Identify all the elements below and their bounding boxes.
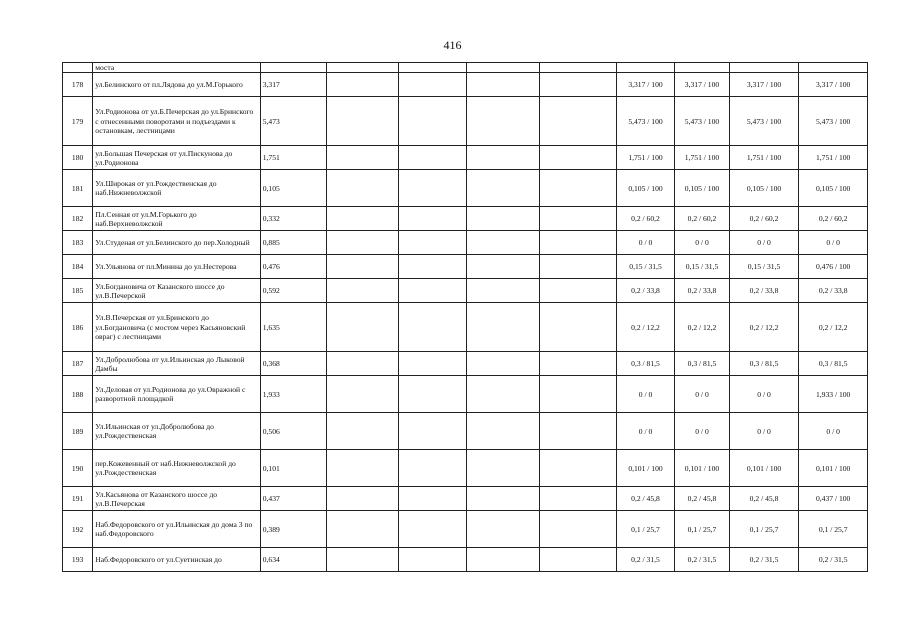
value-cell-1: 0 / 0 <box>616 376 675 413</box>
road-name-cell: Ул.Ульянова от пл.Минина до ул.Нестерова <box>93 255 260 279</box>
value-cell-3: 0,3 / 81,5 <box>729 352 799 376</box>
length-cell <box>260 63 327 73</box>
empty-cell <box>398 73 467 97</box>
empty-cell <box>467 73 540 97</box>
empty-cell <box>467 511 540 548</box>
empty-cell <box>540 450 617 487</box>
empty-cell <box>398 511 467 548</box>
table-row <box>63 450 868 487</box>
empty-cell <box>327 146 399 170</box>
empty-cell <box>398 97 467 146</box>
empty-cell <box>540 413 617 450</box>
road-name-cell: Ул.Добролюбова от ул.Ильинская до Лыковой Дамбы <box>93 352 260 376</box>
table-row <box>63 170 868 207</box>
table-row <box>63 279 868 303</box>
value-cell-2: 3,317 / 100 <box>675 73 729 97</box>
road-name-cell: Ул.В.Печерская от ул.Бринского до ул.Богдановича (с мостом через Касьяновский овраг) с лестницами <box>93 303 260 352</box>
length-cell: 3,317 <box>260 73 327 97</box>
value-cell-4: 0,101 / 100 <box>799 450 868 487</box>
value-cell-3: 0,2 / 31,5 <box>729 548 799 572</box>
length-cell: 0,592 <box>260 279 327 303</box>
row-number-cell: 190 <box>63 450 93 487</box>
value-cell-1: 0,101 / 100 <box>616 450 675 487</box>
length-cell: 5,473 <box>260 97 327 146</box>
value-cell-3: 0,15 / 31,5 <box>729 255 799 279</box>
value-cell-4: 1,933 / 100 <box>799 376 868 413</box>
value-cell-3: 3,317 / 100 <box>729 73 799 97</box>
length-cell: 0,101 <box>260 450 327 487</box>
road-name-cell: ул.Белинского от пл.Лядова до ул.М.Горького <box>93 73 260 97</box>
empty-cell <box>467 97 540 146</box>
empty-cell <box>327 548 399 572</box>
value-cell-1: 0,1 / 25,7 <box>616 511 675 548</box>
table-row <box>63 487 868 511</box>
value-cell-3: 0,2 / 45,8 <box>729 487 799 511</box>
value-cell-2: 0,2 / 12,2 <box>675 303 729 352</box>
value-cell-1 <box>616 63 675 73</box>
value-cell-3: 0,2 / 33,8 <box>729 279 799 303</box>
length-cell: 0,634 <box>260 548 327 572</box>
roads-table <box>62 62 868 572</box>
table-row <box>63 207 868 231</box>
value-cell-3: 0,2 / 12,2 <box>729 303 799 352</box>
length-cell: 1,635 <box>260 303 327 352</box>
empty-cell <box>327 511 399 548</box>
value-cell-2: 0,2 / 60,2 <box>675 207 729 231</box>
empty-cell <box>540 97 617 146</box>
row-number-cell: 187 <box>63 352 93 376</box>
value-cell-1: 0,2 / 60,2 <box>616 207 675 231</box>
table-row <box>63 376 868 413</box>
value-cell-4: 0,3 / 81,5 <box>799 352 868 376</box>
value-cell-1: 0 / 0 <box>616 413 675 450</box>
road-name-cell: Ул.Ильинская от ул.Добролюбова до ул.Рождественская <box>93 413 260 450</box>
empty-cell <box>327 487 399 511</box>
value-cell-1: 1,751 / 100 <box>616 146 675 170</box>
road-name-cell: Наб.Федоровского от ул.Суетинская до <box>93 548 260 572</box>
road-name-cell: Ул.Деловая от ул.Родионова до ул.Овражной с разворотной площадкой <box>93 376 260 413</box>
table-row <box>63 73 868 97</box>
length-cell: 0,105 <box>260 170 327 207</box>
row-number-cell: 185 <box>63 279 93 303</box>
table-row <box>63 303 868 352</box>
road-name-cell: Ул.Родионова от ул.Б.Печерская до ул.Бринского с отнесенными поворотами и подъездами к остановкам, лестницами <box>93 97 260 146</box>
empty-cell <box>398 376 467 413</box>
value-cell-2: 1,751 / 100 <box>675 146 729 170</box>
empty-cell <box>467 352 540 376</box>
empty-cell <box>540 279 617 303</box>
empty-cell <box>327 352 399 376</box>
value-cell-4: 1,751 / 100 <box>799 146 868 170</box>
value-cell-4: 0 / 0 <box>799 413 868 450</box>
table-body <box>63 63 868 572</box>
table-row <box>63 146 868 170</box>
value-cell-2: 0,1 / 25,7 <box>675 511 729 548</box>
empty-cell <box>327 170 399 207</box>
empty-cell <box>327 376 399 413</box>
value-cell-3: 0 / 0 <box>729 376 799 413</box>
row-number-cell: 180 <box>63 146 93 170</box>
empty-cell <box>327 63 399 73</box>
row-number-cell: 184 <box>63 255 93 279</box>
row-number-cell: 189 <box>63 413 93 450</box>
empty-cell <box>327 450 399 487</box>
value-cell-4: 3,317 / 100 <box>799 73 868 97</box>
empty-cell <box>540 487 617 511</box>
road-name-cell: Пл.Сенная от ул.М.Горького до наб.Верхневолжской <box>93 207 260 231</box>
road-name-cell: Ул.Широкая от ул.Рождественская до наб.Нижневолжской <box>93 170 260 207</box>
value-cell-3: 0 / 0 <box>729 413 799 450</box>
length-cell: 0,437 <box>260 487 327 511</box>
empty-cell <box>540 255 617 279</box>
empty-cell <box>327 231 399 255</box>
value-cell-2: 0 / 0 <box>675 376 729 413</box>
length-cell: 0,389 <box>260 511 327 548</box>
empty-cell <box>540 376 617 413</box>
value-cell-3: 5,473 / 100 <box>729 97 799 146</box>
empty-cell <box>398 450 467 487</box>
empty-cell <box>467 207 540 231</box>
value-cell-2: 0,15 / 31,5 <box>675 255 729 279</box>
row-number-cell: 192 <box>63 511 93 548</box>
value-cell-3: 0,105 / 100 <box>729 170 799 207</box>
empty-cell <box>327 255 399 279</box>
length-cell: 0,885 <box>260 231 327 255</box>
value-cell-1: 0,2 / 45,8 <box>616 487 675 511</box>
row-number-cell: 183 <box>63 231 93 255</box>
empty-cell <box>467 255 540 279</box>
road-name-cell: ул.Большая Печерская от ул.Пискунова до ул.Родионова <box>93 146 260 170</box>
length-cell: 0,332 <box>260 207 327 231</box>
empty-cell <box>398 146 467 170</box>
value-cell-2: 0,2 / 33,8 <box>675 279 729 303</box>
length-cell: 0,506 <box>260 413 327 450</box>
empty-cell <box>327 303 399 352</box>
road-name-cell: Ул.Студеная от ул.Белинского до пер.Холодный <box>93 231 260 255</box>
value-cell-1: 0,2 / 31,5 <box>616 548 675 572</box>
value-cell-4: 5,473 / 100 <box>799 97 868 146</box>
empty-cell <box>398 352 467 376</box>
value-cell-2: 0 / 0 <box>675 231 729 255</box>
value-cell-1: 0,2 / 33,8 <box>616 279 675 303</box>
empty-cell <box>540 548 617 572</box>
empty-cell <box>540 170 617 207</box>
row-number-cell: 178 <box>63 73 93 97</box>
value-cell-1: 5,473 / 100 <box>616 97 675 146</box>
length-cell: 0,476 <box>260 255 327 279</box>
table-row <box>63 63 868 73</box>
value-cell-2: 0,105 / 100 <box>675 170 729 207</box>
value-cell-2: 5,473 / 100 <box>675 97 729 146</box>
empty-cell <box>398 170 467 207</box>
value-cell-2: 0 / 0 <box>675 413 729 450</box>
value-cell-4: 0,105 / 100 <box>799 170 868 207</box>
row-number-cell <box>63 63 93 73</box>
empty-cell <box>327 97 399 146</box>
row-number-cell: 193 <box>63 548 93 572</box>
empty-cell <box>540 511 617 548</box>
table-row <box>63 97 868 146</box>
value-cell-3 <box>729 63 799 73</box>
empty-cell <box>398 231 467 255</box>
value-cell-4: 0 / 0 <box>799 231 868 255</box>
empty-cell <box>467 279 540 303</box>
road-name-cell: Ул.Касьянова от Казанского шоссе до ул.В.Печерская <box>93 487 260 511</box>
empty-cell <box>398 279 467 303</box>
value-cell-1: 0,2 / 12,2 <box>616 303 675 352</box>
road-name-cell: Наб.Федоровского от ул.Ильинская до дома 3 по наб.Федоровского <box>93 511 260 548</box>
row-number-cell: 186 <box>63 303 93 352</box>
value-cell-3: 0 / 0 <box>729 231 799 255</box>
length-cell: 1,933 <box>260 376 327 413</box>
empty-cell <box>540 73 617 97</box>
length-cell: 0,368 <box>260 352 327 376</box>
value-cell-2: 0,101 / 100 <box>675 450 729 487</box>
value-cell-2 <box>675 63 729 73</box>
value-cell-1: 0,105 / 100 <box>616 170 675 207</box>
empty-cell <box>327 207 399 231</box>
value-cell-1: 0 / 0 <box>616 231 675 255</box>
empty-cell <box>467 146 540 170</box>
empty-cell <box>398 487 467 511</box>
table-row <box>63 231 868 255</box>
empty-cell <box>467 170 540 207</box>
value-cell-2: 0,3 / 81,5 <box>675 352 729 376</box>
table-row <box>63 511 868 548</box>
page-number: 416 <box>443 38 462 52</box>
length-cell: 1,751 <box>260 146 327 170</box>
empty-cell <box>327 73 399 97</box>
empty-cell <box>467 63 540 73</box>
road-name-cell: пер.Кожевенный от наб.Нижневолжской до ул.Рождественская <box>93 450 260 487</box>
table-row <box>63 548 868 572</box>
empty-cell <box>398 63 467 73</box>
empty-cell <box>467 487 540 511</box>
value-cell-4: 0,1 / 25,7 <box>799 511 868 548</box>
value-cell-4: 0,2 / 60,2 <box>799 207 868 231</box>
value-cell-4: 0,476 / 100 <box>799 255 868 279</box>
value-cell-4 <box>799 63 868 73</box>
empty-cell <box>467 303 540 352</box>
value-cell-4: 0,2 / 12,2 <box>799 303 868 352</box>
empty-cell <box>398 255 467 279</box>
value-cell-4: 0,2 / 31,5 <box>799 548 868 572</box>
row-number-cell: 182 <box>63 207 93 231</box>
value-cell-3: 1,751 / 100 <box>729 146 799 170</box>
road-name-cell: Ул.Богдановича от Казанского шоссе до ул.В.Печерской <box>93 279 260 303</box>
value-cell-1: 0,15 / 31,5 <box>616 255 675 279</box>
table-row <box>63 352 868 376</box>
value-cell-1: 3,317 / 100 <box>616 73 675 97</box>
empty-cell <box>398 303 467 352</box>
value-cell-1: 0,3 / 81,5 <box>616 352 675 376</box>
value-cell-3: 0,2 / 60,2 <box>729 207 799 231</box>
table-row <box>63 413 868 450</box>
empty-cell <box>467 450 540 487</box>
empty-cell <box>398 207 467 231</box>
empty-cell <box>398 413 467 450</box>
empty-cell <box>398 548 467 572</box>
empty-cell <box>540 63 617 73</box>
empty-cell <box>540 231 617 255</box>
empty-cell <box>540 303 617 352</box>
empty-cell <box>327 279 399 303</box>
empty-cell <box>467 413 540 450</box>
empty-cell <box>327 413 399 450</box>
row-number-cell: 191 <box>63 487 93 511</box>
value-cell-4: 0,437 / 100 <box>799 487 868 511</box>
value-cell-3: 0,101 / 100 <box>729 450 799 487</box>
value-cell-2: 0,2 / 45,8 <box>675 487 729 511</box>
row-number-cell: 181 <box>63 170 93 207</box>
value-cell-4: 0,2 / 33,8 <box>799 279 868 303</box>
empty-cell <box>467 376 540 413</box>
road-name-cell: моста <box>93 63 260 73</box>
empty-cell <box>467 548 540 572</box>
empty-cell <box>467 231 540 255</box>
empty-cell <box>540 352 617 376</box>
value-cell-3: 0,1 / 25,7 <box>729 511 799 548</box>
empty-cell <box>540 146 617 170</box>
row-number-cell: 179 <box>63 97 93 146</box>
table-row <box>63 255 868 279</box>
row-number-cell: 188 <box>63 376 93 413</box>
value-cell-2: 0,2 / 31,5 <box>675 548 729 572</box>
empty-cell <box>540 207 617 231</box>
